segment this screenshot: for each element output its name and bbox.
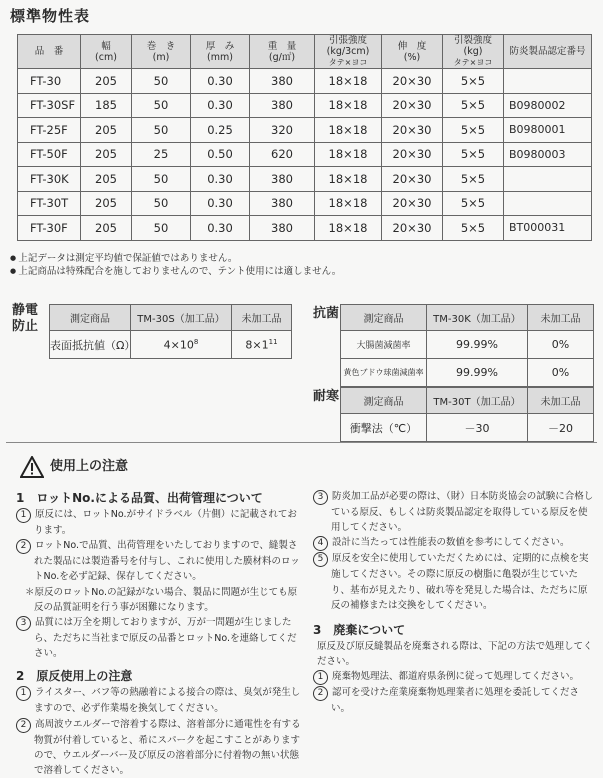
product-id-cell: FT-30T — [18, 191, 81, 216]
value-cell: 20×30 — [382, 167, 443, 192]
antibacterial-table: 測定商品 TM-30K（加工品） 未加工品 大腸菌減菌率 99.99% 0% 黄色ブドウ球菌減菌率 99.99% 0% — [340, 304, 594, 387]
value-cell: 380 — [250, 69, 315, 94]
value-cell: 5×5 — [443, 69, 504, 94]
table-row — [18, 167, 592, 192]
value-cell: 18×18 — [315, 216, 382, 241]
divider — [6, 442, 597, 443]
s3-item-2: 2 認可を受けた産業廃棄物処理業者に処理を委託してください。 — [313, 685, 595, 716]
certification-cell: BT000031 — [504, 216, 592, 241]
header-cell: 幅 (cm) — [81, 35, 132, 69]
table-row — [18, 191, 592, 216]
value-cell: 0.30 — [191, 167, 250, 192]
certification-cell — [504, 191, 592, 216]
antistatic-untreated: $8\times 1^{11}$ — [232, 331, 292, 359]
header-cell: 引張強度 (kg/3cm) タテ×ヨコ — [315, 35, 382, 69]
section-2-title: 2 原反使用上の注意 — [16, 669, 133, 684]
properties-table — [17, 34, 592, 241]
value-cell: 205 — [81, 69, 132, 94]
warning-icon — [20, 456, 44, 478]
value-cell: 20×30 — [382, 216, 443, 241]
table-row — [18, 118, 592, 143]
value-cell: 5×5 — [443, 216, 504, 241]
value-cell: 18×18 — [315, 191, 382, 216]
properties-header-row — [18, 35, 592, 69]
value-cell: 0.25 — [191, 118, 250, 143]
value-cell: 380 — [250, 191, 315, 216]
s2-item-3: 3 防炎加工品が必要の際は、（財）日本防炎協会の試験に合格している原反、もしくは防炎製品認定を取得している原反を使用してください。 — [313, 489, 595, 535]
caution-heading: 使用上の注意 — [20, 455, 128, 478]
value-cell: 205 — [81, 167, 132, 192]
certification-cell: B0980001 — [504, 118, 592, 143]
value-cell: 5×5 — [443, 167, 504, 192]
header-cell: 厚 み (mm) — [191, 35, 250, 69]
antistatic-treated: $4\times 10^8$ — [131, 331, 232, 359]
value-cell: 380 — [250, 167, 315, 192]
value-cell: 5×5 — [443, 118, 504, 143]
page-title: 標準物性表 — [10, 7, 91, 25]
value-cell: 0.50 — [191, 142, 250, 167]
certification-cell — [504, 167, 592, 192]
header-cell: 巻 き (m) — [132, 35, 191, 69]
value-cell: 320 — [250, 118, 315, 143]
s2-item-1: 1 ライスター、バフ等の熱融着による接合の際は、臭気が発生しますので、必ず作業場を換気してください。 — [16, 685, 304, 716]
note-1: ● 上記データは測定平均値で保証値ではありません。 — [10, 252, 341, 265]
value-cell: 5×5 — [443, 191, 504, 216]
section-1-title: 1 ロットNo.による品質、出荷管理について — [16, 491, 263, 505]
value-cell: 20×30 — [382, 191, 443, 216]
table-row — [18, 69, 592, 94]
value-cell: 50 — [132, 216, 191, 241]
product-id-cell: FT-30SF — [18, 93, 81, 118]
cold-label: 耐寒 — [313, 389, 340, 404]
s3-item-1: 1 廃棄物処理法、都道府県条例に従って処理してください。 — [313, 669, 595, 685]
antistatic-label: 静電 防止 — [12, 303, 39, 334]
value-cell: 20×30 — [382, 142, 443, 167]
value-cell: 5×5 — [443, 142, 504, 167]
value-cell: 18×18 — [315, 118, 382, 143]
product-id-cell: FT-30K — [18, 167, 81, 192]
product-id-cell: FT-30 — [18, 69, 81, 94]
value-cell: 205 — [81, 216, 132, 241]
value-cell: 50 — [132, 93, 191, 118]
value-cell: 20×30 — [382, 93, 443, 118]
value-cell: 205 — [81, 191, 132, 216]
value-cell: 0.30 — [191, 69, 250, 94]
header-cell: 引裂強度 (kg) タテ×ヨコ — [443, 35, 504, 69]
certification-cell: B0980003 — [504, 142, 592, 167]
section-3-title: 3 廃棄について — [313, 623, 406, 638]
table-row — [18, 216, 592, 241]
s2-item-2: 2 高周波ウエルダーで溶着する際は、溶着部分に通電性を有する物質が付着していると、希にスパークを起こすことがありますので、ウエルダーバー及び原反の溶着部分に付着物の無い状態で溶着してください。 — [16, 717, 304, 778]
s1-item-3: 3 品質には万全を期しておりますが、万が一問題が生じましたら、ただちに当社まで原反の品番とロットNo.を連絡してください。 — [16, 615, 304, 661]
caution-left-column — [16, 487, 304, 778]
product-id-cell: FT-30F — [18, 216, 81, 241]
certification-cell: B0980002 — [504, 93, 592, 118]
value-cell: 20×30 — [382, 69, 443, 94]
value-cell: 380 — [250, 216, 315, 241]
s1-note: ＊原反のロットNo.の記録がない場合、製品に問題が生じても原反の品質証明を行う事が困難になります。 — [25, 586, 298, 613]
value-cell: 205 — [81, 118, 132, 143]
value-cell: 5×5 — [443, 93, 504, 118]
value-cell: 18×18 — [315, 142, 382, 167]
header-cell: 重 量 (g/㎡) — [250, 35, 315, 69]
antistatic-measure: 表面抵抗値（Ω） — [50, 331, 131, 359]
value-cell: 0.30 — [191, 216, 250, 241]
section-3-intro: 原反及び原反縫製品を廃棄される際は、下記の方法で処理してください。 — [317, 641, 593, 668]
value-cell: 0.30 — [191, 191, 250, 216]
header-cell: 伸 度 (%) — [382, 35, 443, 69]
certification-cell — [504, 69, 592, 94]
header-cell: 品 番 — [18, 35, 81, 69]
cold-table: 測定商品 TM-30T（加工品） 未加工品 衝撃法（℃） －30 －20 — [340, 387, 594, 442]
notes — [10, 252, 341, 278]
value-cell: 18×18 — [315, 69, 382, 94]
value-cell: 0.30 — [191, 93, 250, 118]
value-cell: 20×30 — [382, 118, 443, 143]
table-row — [18, 142, 592, 167]
caution-right-column — [313, 489, 595, 717]
note-2: ● 上記商品は特殊配合を施しておりませんので、テント使用には適しません。 — [10, 265, 341, 278]
s1-item-2: 2 ロットNo.で品質、出荷管理をいたしておりますので、縫製された製品には製造番号を付与し、これに使用した膜材料のロットNo.を必ず記録、保存してください。 — [16, 538, 304, 584]
value-cell: 25 — [132, 142, 191, 167]
value-cell: 18×18 — [315, 93, 382, 118]
value-cell: 185 — [81, 93, 132, 118]
s2-item-5: 5 原反を安全に使用していただくためには、定期的に点検を実施してください。その際に原反の樹脂に亀裂が生じていたり、基布が見えたり、破れ等を発見した場合は、ただちに原反の補修または交換をしてください。 — [313, 551, 595, 613]
header-cell: 防炎製品認定番号 — [504, 35, 592, 69]
value-cell: 50 — [132, 167, 191, 192]
product-id-cell: FT-50F — [18, 142, 81, 167]
value-cell: 50 — [132, 118, 191, 143]
value-cell: 50 — [132, 191, 191, 216]
value-cell: 18×18 — [315, 167, 382, 192]
table-row — [18, 93, 592, 118]
value-cell: 620 — [250, 142, 315, 167]
value-cell: 50 — [132, 69, 191, 94]
antibacterial-label: 抗菌 — [313, 306, 340, 321]
antistatic-table: 測定商品 TM-30S（加工品） 未加工品 表面抵抗値（Ω） $4\times 10^8$ $8\times 1^{11}$ — [49, 304, 292, 359]
product-id-cell: FT-25F — [18, 118, 81, 143]
value-cell: 380 — [250, 93, 315, 118]
s1-item-1: 1 原反には、ロットNo.がサイドラベル（片側）に記載されております。 — [16, 507, 304, 538]
value-cell: 205 — [81, 142, 132, 167]
s2-item-4: 4 設計に当たっては性能表の数値を参考にしてください。 — [313, 535, 595, 551]
